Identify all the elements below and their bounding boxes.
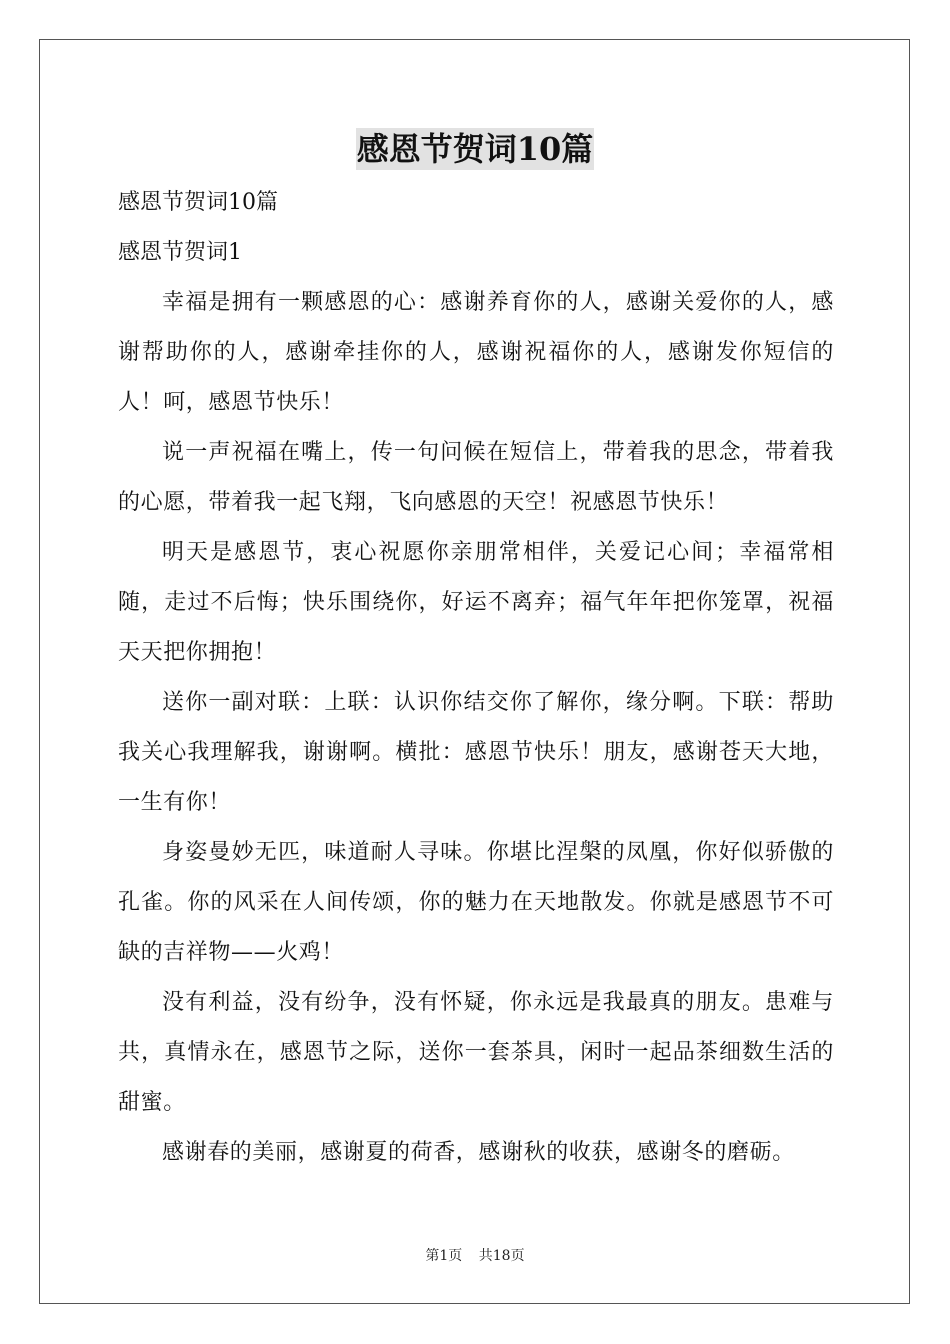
document-title: 感恩节贺词10篇 <box>356 130 594 168</box>
paragraph: 明天是感恩节，衷心祝愿你亲朋常相伴，关爱记心间；幸福常相随，走过不后悔；快乐围绕你，好运不离弃；福气年年把你笼罩，祝福天天把你拥抱！ <box>118 540 834 665</box>
section-heading: 感恩节贺词1 <box>118 240 242 265</box>
paragraph: 幸福是拥有一颗感恩的心：感谢养育你的人，感谢关爱你的人，感谢帮助你的人，感谢牵挂你的人，感谢祝福你的人，感谢发你短信的人！呵，感恩节快乐！ <box>118 290 834 415</box>
paragraph: 说一声祝福在嘴上，传一句问候在短信上，带着我的思念，带着我的心愿，带着我一起飞翔，飞向感恩的天空！祝感恩节快乐！ <box>118 440 834 515</box>
paragraph: 没有利益，没有纷争，没有怀疑，你永远是我最真的朋友。患难与共，真情永在，感恩节之际，送你一套茶具，闲时一起品茶细数生活的甜蜜。 <box>118 990 834 1115</box>
document-subtitle: 感恩节贺词10篇 <box>118 190 278 215</box>
document-body <box>118 178 834 1178</box>
page-number: 第1页 <box>425 1248 463 1264</box>
paragraph: 感谢春的美丽，感谢夏的荷香，感谢秋的收获，感谢冬的磨砺。 <box>162 1140 795 1165</box>
title-container <box>0 128 950 170</box>
paragraph: 身姿曼妙无匹，味道耐人寻味。你堪比涅槃的凤凰，你好似骄傲的孔雀。你的风采在人间传颂，你的魅力在天地散发。你就是感恩节不可缺的吉祥物——火鸡！ <box>118 840 834 965</box>
page-total: 共18页 <box>478 1248 525 1264</box>
paragraph: 送你一副对联：上联：认识你结交你了解你，缘分啊。下联：帮助我关心我理解我，谢谢啊。横批：感恩节快乐！朋友，感谢苍天大地，一生有你！ <box>118 690 834 815</box>
page-footer <box>0 1245 950 1265</box>
